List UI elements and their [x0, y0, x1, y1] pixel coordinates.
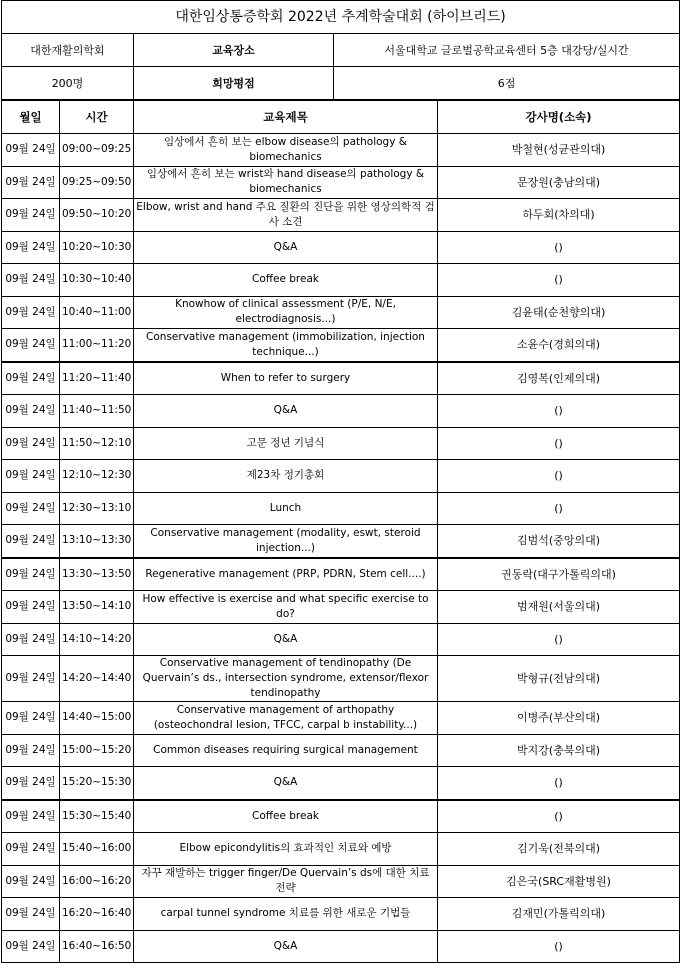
row-time: 09:50~10:20: [60, 199, 134, 232]
row-topic: Conservative management of tendinopathy (De Quervain’s ds., intersection syndrome, extensor/flexor tendinopathy: [134, 656, 438, 702]
header-row: [2, 100, 680, 134]
info-row-venue: [2, 34, 680, 67]
row-topic: Common diseases requiring surgical management: [134, 734, 438, 767]
row-time: 12:30~13:10: [60, 492, 134, 525]
row-topic: carpal tunnel syndrome 치료를 위한 새로운 기법들: [134, 898, 438, 931]
row-time: 13:10~13:30: [60, 525, 134, 558]
table-row: [2, 767, 680, 800]
row-speaker: (): [438, 767, 680, 800]
row-time: 11:00~11:20: [60, 329, 134, 362]
table-row: [2, 362, 680, 395]
table-row: [2, 199, 680, 232]
row-topic: Lunch: [134, 492, 438, 525]
row-date: 09월 24일: [2, 427, 60, 460]
row-topic: Elbow, wrist and hand 주요 질환의 진단을 위한 영상의학적 검사 소견: [134, 199, 438, 232]
row-date: 09월 24일: [2, 734, 60, 767]
row-topic: 임상에서 흔히 보는 wrist와 hand disease의 pathology & biomechanics: [134, 166, 438, 199]
row-topic: Coffee break: [134, 800, 438, 833]
document-title: 대한임상통증학회 2022년 추계학술대회 (하이브리드): [2, 1, 680, 34]
info-row-points: [2, 67, 680, 101]
row-time: 13:50~14:10: [60, 591, 134, 624]
row-speaker: 김은국(SRC재활병원): [438, 865, 680, 898]
table-row: [2, 134, 680, 167]
table-row: [2, 591, 680, 624]
row-time: 11:50~12:10: [60, 427, 134, 460]
table-row: [2, 395, 680, 428]
row-speaker: (): [438, 264, 680, 297]
row-date: 09월 24일: [2, 460, 60, 493]
row-time: 09:25~09:50: [60, 166, 134, 199]
row-topic: Q&A: [134, 395, 438, 428]
title-row: [2, 1, 680, 34]
table-row: [2, 734, 680, 767]
row-time: 16:00~16:20: [60, 865, 134, 898]
row-speaker: 문장원(충남의대): [438, 166, 680, 199]
table-row: [2, 800, 680, 833]
row-topic: 임상에서 흔히 보는 elbow disease의 pathology & biomechanics: [134, 134, 438, 167]
row-speaker: (): [438, 460, 680, 493]
row-speaker: 권동락(대구가톨릭의대): [438, 558, 680, 591]
row-speaker: 김영복(인제의대): [438, 362, 680, 395]
row-speaker: 하두회(차의대): [438, 199, 680, 232]
row-speaker: 소윤수(경희의대): [438, 329, 680, 362]
row-time: 15:30~15:40: [60, 800, 134, 833]
table-row: [2, 427, 680, 460]
row-time: 14:20~14:40: [60, 656, 134, 702]
row-topic: Elbow epicondylitis의 효과적인 치료와 예방: [134, 833, 438, 866]
row-time: 14:40~15:00: [60, 702, 134, 735]
row-time: 15:20~15:30: [60, 767, 134, 800]
row-time: 09:00~09:25: [60, 134, 134, 167]
organizer-cell: 대한재활의학회: [2, 34, 134, 67]
schedule-table: [1, 0, 680, 963]
row-date: 09월 24일: [2, 264, 60, 297]
row-time: 10:20~10:30: [60, 231, 134, 264]
row-date: 09월 24일: [2, 800, 60, 833]
row-topic: Conservative management of arthopathy (osteochondral lesion, TFCC, carpal b instability...): [134, 702, 438, 735]
table-row: [2, 833, 680, 866]
row-speaker: (): [438, 427, 680, 460]
row-date: 09월 24일: [2, 833, 60, 866]
row-time: 15:40~16:00: [60, 833, 134, 866]
row-date: 09월 24일: [2, 623, 60, 656]
row-speaker: 김기욱(전북의대): [438, 833, 680, 866]
row-date: 09월 24일: [2, 558, 60, 591]
table-row: [2, 623, 680, 656]
row-date: 09월 24일: [2, 329, 60, 362]
row-date: 09월 24일: [2, 134, 60, 167]
points-value: 6점: [334, 67, 680, 101]
table-row: [2, 329, 680, 362]
row-date: 09월 24일: [2, 656, 60, 702]
row-time: 16:40~16:50: [60, 930, 134, 963]
row-speaker: 김범석(중앙의대): [438, 525, 680, 558]
row-date: 09월 24일: [2, 525, 60, 558]
table-row: [2, 865, 680, 898]
table-row: [2, 702, 680, 735]
table-row: [2, 166, 680, 199]
points-label: 희망평점: [134, 67, 334, 101]
row-speaker: (): [438, 930, 680, 963]
row-speaker: 김재민(가톨릭의대): [438, 898, 680, 931]
table-row: [2, 930, 680, 963]
row-speaker: 박철현(성균관의대): [438, 134, 680, 167]
row-date: 09월 24일: [2, 296, 60, 329]
table-row: [2, 492, 680, 525]
table-row: [2, 898, 680, 931]
row-speaker: (): [438, 800, 680, 833]
venue-value: 서울대학교 글로벌공학교육센터 5층 대강당/실시간: [334, 34, 680, 67]
row-time: 10:40~11:00: [60, 296, 134, 329]
row-time: 16:20~16:40: [60, 898, 134, 931]
table-row: [2, 656, 680, 702]
row-speaker: 박지강(충북의대): [438, 734, 680, 767]
row-topic: 제23차 정기총회: [134, 460, 438, 493]
venue-label: 교육장소: [134, 34, 334, 67]
row-date: 09월 24일: [2, 767, 60, 800]
row-topic: When to refer to surgery: [134, 362, 438, 395]
row-date: 09월 24일: [2, 362, 60, 395]
row-time: 13:30~13:50: [60, 558, 134, 591]
row-date: 09월 24일: [2, 199, 60, 232]
table-row: [2, 231, 680, 264]
row-topic: Regenerative management (PRP, PDRN, Stem cell....): [134, 558, 438, 591]
row-time: 12:10~12:30: [60, 460, 134, 493]
table-row: [2, 296, 680, 329]
row-speaker: (): [438, 623, 680, 656]
row-topic: Conservative management (modality, eswt, steroid injection...): [134, 525, 438, 558]
row-time: 15:00~15:20: [60, 734, 134, 767]
table-row: [2, 460, 680, 493]
header-time: 시간: [60, 100, 134, 134]
row-speaker: 김윤태(순천향의대): [438, 296, 680, 329]
row-time: 11:20~11:40: [60, 362, 134, 395]
header-speaker: 강사명(소속): [438, 100, 680, 134]
row-topic: Coffee break: [134, 264, 438, 297]
row-topic: Conservative management (immobilization, injection technique...): [134, 329, 438, 362]
row-date: 09월 24일: [2, 591, 60, 624]
row-time: 10:30~10:40: [60, 264, 134, 297]
table-row: [2, 525, 680, 558]
row-topic: Q&A: [134, 767, 438, 800]
row-date: 09월 24일: [2, 865, 60, 898]
row-topic: 자꾸 재발하는 trigger finger/De Quervain’s ds에 대한 치료 전략: [134, 865, 438, 898]
row-speaker: 박형규(전남의대): [438, 656, 680, 702]
row-topic: Q&A: [134, 623, 438, 656]
row-date: 09월 24일: [2, 231, 60, 264]
row-date: 09월 24일: [2, 492, 60, 525]
row-date: 09월 24일: [2, 898, 60, 931]
schedule-sheet: [1, 0, 679, 963]
row-speaker: 범재원(서울의대): [438, 591, 680, 624]
row-speaker: (): [438, 231, 680, 264]
row-topic: Knowhow of clinical assessment (P/E, N/E, electrodiagnosis...): [134, 296, 438, 329]
row-date: 09월 24일: [2, 702, 60, 735]
row-date: 09월 24일: [2, 166, 60, 199]
row-date: 09월 24일: [2, 395, 60, 428]
row-time: 11:40~11:50: [60, 395, 134, 428]
row-topic: Q&A: [134, 930, 438, 963]
row-topic: How effective is exercise and what specific exercise to do?: [134, 591, 438, 624]
row-speaker: 이병주(부산의대): [438, 702, 680, 735]
capacity-cell: 200명: [2, 67, 134, 101]
row-time: 14:10~14:20: [60, 623, 134, 656]
row-speaker: (): [438, 395, 680, 428]
table-row: [2, 264, 680, 297]
table-row: [2, 558, 680, 591]
row-date: 09월 24일: [2, 930, 60, 963]
row-topic: 고문 정년 기념식: [134, 427, 438, 460]
row-speaker: (): [438, 492, 680, 525]
row-topic: Q&A: [134, 231, 438, 264]
header-date: 월일: [2, 100, 60, 134]
header-topic: 교육제목: [134, 100, 438, 134]
